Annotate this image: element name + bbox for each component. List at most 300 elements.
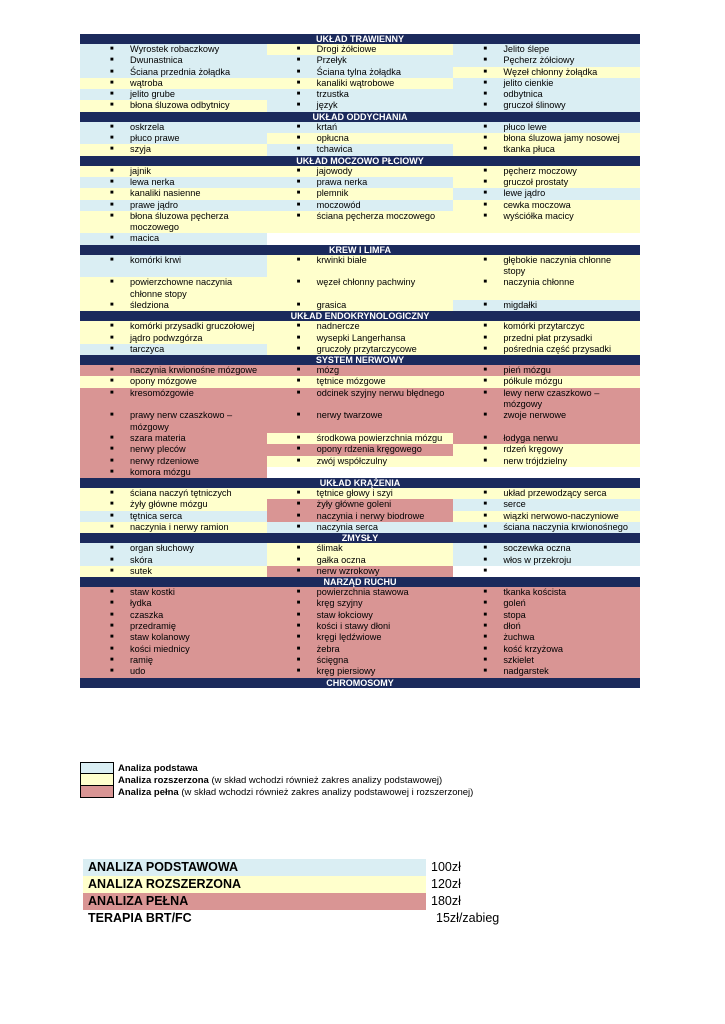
cell-label: naczynia i nerwy ramion <box>130 521 229 532</box>
bullet-icon: ■ <box>483 68 487 75</box>
bullet-icon: ■ <box>296 46 301 52</box>
bullet-icon: ■ <box>483 490 487 497</box>
bullet-icon: ■ <box>483 345 487 352</box>
bullet-icon: ■ <box>110 512 114 519</box>
price-value: 120zł <box>431 877 461 891</box>
table-cell <box>267 211 454 234</box>
bullet-icon: ■ <box>110 556 114 563</box>
table-cell <box>80 321 267 332</box>
section-header: NARZĄD RUCHU <box>80 577 640 587</box>
bullet-icon: ■ <box>296 600 301 607</box>
table-cell <box>267 488 454 499</box>
cell-label: kręg szyjny <box>316 598 363 609</box>
cell-label: łydka <box>130 598 152 609</box>
table-row <box>80 655 640 666</box>
cell-label: tchawica <box>316 144 353 155</box>
bullet-icon: ■ <box>296 79 301 86</box>
table-cell <box>453 376 640 387</box>
table-row <box>80 344 640 355</box>
bullet-icon: ■ <box>296 178 301 185</box>
cell-label: plemnik <box>316 188 349 199</box>
analysis-table <box>80 34 640 688</box>
cell-label: ślimak <box>316 543 343 554</box>
cell-label: żuchwa <box>503 632 535 643</box>
bullet-icon: ■ <box>483 167 487 174</box>
table-cell <box>267 78 454 89</box>
table-cell <box>267 166 454 177</box>
table-row <box>80 177 640 188</box>
table-cell <box>267 511 454 522</box>
cell-label: opony mózgowe <box>130 376 197 387</box>
table-cell <box>80 632 267 643</box>
table-row <box>80 543 640 554</box>
bullet-icon: ■ <box>296 378 301 385</box>
bullet-icon: ■ <box>483 501 487 508</box>
table-cell <box>80 666 267 677</box>
cell-label: naczynia i nerwy biodrowe <box>316 510 425 521</box>
cell-label: płuco lewe <box>503 121 547 132</box>
table-cell <box>453 655 640 666</box>
table-cell <box>453 555 640 566</box>
table-cell <box>80 344 267 355</box>
table-cell <box>267 433 454 444</box>
bullet-icon: ■ <box>483 79 487 86</box>
cell-label: kręgi lędźwiowe <box>316 632 382 643</box>
bullet-icon: ■ <box>483 256 487 263</box>
table-row <box>80 233 640 244</box>
bullet-icon: ■ <box>296 545 301 552</box>
legend-note: (w skład wchodzi również zakres analizy podstawowej) <box>208 774 443 786</box>
bullet-icon: ■ <box>483 567 487 574</box>
cell-label: nerwy rdzeniowe <box>130 455 199 466</box>
cell-label: krwinki białe <box>316 254 367 265</box>
cell-label: migdałki <box>503 299 538 310</box>
cell-label: środkowa powierzchnia mózgu <box>316 432 443 443</box>
legend-title: Analiza podstawa <box>118 762 198 774</box>
cell-label: przedni płat przysadki <box>503 332 593 343</box>
legend-item <box>80 786 473 798</box>
bullet-icon: ■ <box>483 212 487 219</box>
bullet-icon: ■ <box>296 645 301 652</box>
table-cell <box>80 233 267 244</box>
table-row <box>80 89 640 100</box>
bullet-icon: ■ <box>483 611 487 618</box>
table-cell <box>80 122 267 133</box>
cell-label: nerw trójdzielny <box>503 455 568 466</box>
table-cell <box>267 376 454 387</box>
table-cell <box>267 344 454 355</box>
cell-label: Pęcherz żółciowy <box>503 55 575 66</box>
table-cell <box>80 365 267 376</box>
table-cell <box>267 333 454 344</box>
table-cell <box>453 255 640 278</box>
cell-label: odbytnica <box>503 89 543 100</box>
bullet-icon: ■ <box>110 167 114 174</box>
table-row <box>80 610 640 621</box>
bullet-icon: ■ <box>296 212 301 219</box>
bullet-icon: ■ <box>110 523 114 530</box>
bullet-icon: ■ <box>110 501 114 508</box>
bullet-icon: ■ <box>110 457 114 464</box>
table-cell <box>267 277 454 300</box>
bullet-icon: ■ <box>483 668 487 675</box>
cell-label: oskrzela <box>130 121 165 132</box>
table-cell <box>267 200 454 211</box>
bullet-icon: ■ <box>483 135 487 142</box>
table-cell <box>80 100 267 111</box>
cell-label: przedramię <box>130 621 176 632</box>
cell-label: wiązki nerwowo-naczyniowe <box>503 510 619 521</box>
bullet-icon: ■ <box>483 389 487 396</box>
cell-label: krtań <box>316 121 338 132</box>
bullet-icon: ■ <box>110 656 114 663</box>
bullet-icon: ■ <box>296 457 301 464</box>
cell-label: kresomózgowie <box>130 387 194 398</box>
cell-label: trzustka <box>316 89 349 100</box>
bullet-icon: ■ <box>110 123 114 130</box>
bullet-icon: ■ <box>110 412 114 419</box>
section-header: CHROMOSOMY <box>80 678 640 688</box>
bullet-icon: ■ <box>296 434 301 441</box>
cell-label: nerwy twarzowe <box>316 410 383 421</box>
cell-label: jelito cienkie <box>503 77 554 88</box>
bullet-icon: ■ <box>296 123 301 130</box>
table-cell <box>453 144 640 155</box>
bullet-icon: ■ <box>483 446 487 453</box>
bullet-icon: ■ <box>483 378 487 385</box>
bullet-icon: ■ <box>296 334 301 341</box>
legend-text <box>114 763 198 774</box>
cell-label: żebra <box>316 643 340 654</box>
cell-label: kanaliki wątrobowe <box>316 77 395 88</box>
table-cell <box>80 522 267 533</box>
table-cell <box>453 566 640 577</box>
bullet-icon: ■ <box>296 256 301 263</box>
cell-label: żyły główne goleni <box>316 499 392 510</box>
table-cell <box>267 587 454 598</box>
table-cell <box>80 333 267 344</box>
table-cell <box>453 44 640 55</box>
bullet-icon: ■ <box>110 57 114 64</box>
cell-label: zwoje nerwowe <box>503 410 567 421</box>
cell-label: jelito grube <box>130 89 175 100</box>
bullet-icon: ■ <box>296 301 301 308</box>
bullet-icon: ■ <box>110 146 114 153</box>
bullet-icon: ■ <box>110 389 114 396</box>
cell-label: układ przewodzący serca <box>503 488 607 499</box>
cell-label: sutek <box>130 565 152 576</box>
section-header: SYSTEM NERWOWY <box>80 355 640 365</box>
bullet-icon: ■ <box>483 412 487 419</box>
table-cell <box>453 321 640 332</box>
table-cell <box>80 456 267 467</box>
bullet-icon: ■ <box>483 634 487 641</box>
table-cell <box>80 255 267 278</box>
cell-label: Przełyk <box>316 55 347 66</box>
cell-label: nerw wzrokowy <box>316 565 380 576</box>
table-cell <box>267 566 454 577</box>
bullet-icon: ■ <box>296 135 301 142</box>
bullet-icon: ■ <box>296 512 301 519</box>
table-cell <box>267 67 454 78</box>
table-cell <box>80 89 267 100</box>
price-name: ANALIZA ROZSZERZONA <box>83 876 426 893</box>
table-cell <box>267 89 454 100</box>
table-cell <box>267 499 454 510</box>
cell-label: organ słuchowy <box>130 543 194 554</box>
table-cell <box>453 78 640 89</box>
table-cell <box>267 177 454 188</box>
cell-label: język <box>316 100 338 111</box>
cell-label: ściana pęcherza moczowego <box>316 210 436 221</box>
cell-label: nerwy pleców <box>130 444 186 455</box>
table-cell <box>267 655 454 666</box>
cell-label: Wyrostek robaczkowy <box>130 44 220 54</box>
cell-label: czaszka <box>130 609 164 620</box>
bullet-icon: ■ <box>483 102 487 109</box>
table-row <box>80 122 640 133</box>
bullet-icon: ■ <box>296 634 301 641</box>
table-cell <box>453 133 640 144</box>
cell-label: moczowód <box>316 199 361 210</box>
section-header: KREW I LIMFA <box>80 245 640 255</box>
table-cell <box>453 467 640 478</box>
bullet-icon: ■ <box>483 190 487 197</box>
cell-label: tętnice mózgowe <box>316 376 386 387</box>
table-row <box>80 365 640 376</box>
cell-label: prawa nerka <box>316 176 368 187</box>
cell-label: opony rdzenia kręgowego <box>316 444 422 455</box>
cell-label: tkanka koścista <box>503 587 567 598</box>
table-cell <box>267 100 454 111</box>
table-row <box>80 644 640 655</box>
table-row <box>80 621 640 632</box>
table-row <box>80 433 640 444</box>
price-name: ANALIZA PODSTAWOWA <box>83 859 426 876</box>
legend-title: Analiza rozszerzona <box>118 774 209 786</box>
table-cell <box>453 188 640 199</box>
bullet-icon: ■ <box>110 279 114 286</box>
bullet-icon: ■ <box>483 367 487 374</box>
bullet-icon: ■ <box>110 102 114 109</box>
table-cell <box>80 566 267 577</box>
table-row <box>80 188 640 199</box>
table-cell <box>453 211 640 234</box>
legend <box>80 762 473 798</box>
bullet-icon: ■ <box>296 668 301 675</box>
table-cell <box>80 488 267 499</box>
table-row <box>80 166 640 177</box>
table-row <box>80 144 640 155</box>
table-row <box>80 444 640 455</box>
cell-label: komórki krwi <box>130 254 182 265</box>
bullet-icon: ■ <box>483 512 487 519</box>
cell-label: staw kostki <box>130 587 175 598</box>
table-cell <box>80 166 267 177</box>
price-list <box>83 859 513 927</box>
legend-swatch <box>80 774 114 786</box>
cell-label: płuco prawe <box>130 133 180 144</box>
bullet-icon: ■ <box>296 323 301 330</box>
table-cell <box>453 666 640 677</box>
table-cell <box>267 122 454 133</box>
cell-label: naczynia krwionośne mózgowe <box>130 365 258 376</box>
bullet-icon: ■ <box>483 323 487 330</box>
bullet-icon: ■ <box>483 656 487 663</box>
cell-label: szara materia <box>130 432 186 443</box>
table-cell <box>80 67 267 78</box>
bullet-icon: ■ <box>110 446 114 453</box>
table-cell <box>267 621 454 632</box>
cell-label: błona śluzowa odbytnicy <box>130 100 230 111</box>
table-cell <box>453 300 640 311</box>
table-cell <box>453 177 640 188</box>
cell-label: gruczoł prostaty <box>503 176 569 187</box>
table-row <box>80 632 640 643</box>
legend-text <box>114 775 442 786</box>
table-cell <box>80 78 267 89</box>
table-cell <box>453 100 640 111</box>
cell-label: śledziona <box>130 299 169 310</box>
cell-label: węzeł chłonny pachwiny <box>316 277 416 288</box>
table-row <box>80 410 640 433</box>
section-header: UKŁAD MOCZOWO PŁCIOWY <box>80 156 640 166</box>
cell-label: wyściółka macicy <box>503 210 574 221</box>
bullet-icon: ■ <box>110 567 114 574</box>
cell-label: błona śluzowa pęcherza moczowego <box>130 210 229 233</box>
bullet-icon: ■ <box>110 46 114 52</box>
table-cell <box>80 644 267 655</box>
table-cell <box>453 456 640 467</box>
price-row <box>83 893 513 910</box>
bullet-icon: ■ <box>296 345 301 352</box>
table-cell <box>267 467 454 478</box>
table-row <box>80 587 640 598</box>
bullet-icon: ■ <box>483 623 487 630</box>
table-cell <box>80 200 267 211</box>
cell-label: wysepki Langerhansa <box>316 332 406 343</box>
table-row <box>80 78 640 89</box>
table-cell <box>80 188 267 199</box>
bullet-icon: ■ <box>110 378 114 385</box>
table-cell <box>80 467 267 478</box>
bullet-icon: ■ <box>483 146 487 153</box>
bullet-icon: ■ <box>110 323 114 330</box>
table-row <box>80 566 640 577</box>
table-cell <box>267 44 454 55</box>
table-cell <box>80 177 267 188</box>
cell-label: serce <box>503 499 526 510</box>
cell-label: powierzchnia stawowa <box>316 587 409 598</box>
table-cell <box>453 200 640 211</box>
bullet-icon: ■ <box>483 334 487 341</box>
table-cell <box>267 555 454 566</box>
bullet-icon: ■ <box>110 301 114 308</box>
table-row <box>80 255 640 278</box>
legend-item <box>80 774 473 786</box>
bullet-icon: ■ <box>296 57 301 64</box>
table-cell <box>80 55 267 66</box>
price-row <box>83 859 513 876</box>
cell-label: prawe jądro <box>130 199 179 210</box>
bullet-icon: ■ <box>296 556 301 563</box>
cell-label: soczewka oczna <box>503 543 571 554</box>
cell-label: jądro podwzgórza <box>130 332 203 343</box>
table-cell <box>453 511 640 522</box>
table-cell <box>80 655 267 666</box>
table-row <box>80 55 640 66</box>
bullet-icon: ■ <box>296 91 301 98</box>
table-cell <box>453 587 640 598</box>
cell-label: komórki przysadki gruczołowej <box>130 321 255 332</box>
cell-label: stopa <box>503 609 526 620</box>
table-row <box>80 44 640 55</box>
price-value: 100zł <box>431 860 461 874</box>
legend-swatch <box>80 762 114 774</box>
cell-label: pień mózgu <box>503 365 551 376</box>
legend-swatch <box>80 786 114 798</box>
table-row <box>80 666 640 677</box>
table-cell <box>80 610 267 621</box>
legend-item <box>80 762 473 774</box>
cell-label: pośrednia część przysadki <box>503 343 612 354</box>
cell-label: macica <box>130 233 160 244</box>
cell-label: ściana naczyń tętniczych <box>130 488 232 499</box>
table-cell <box>453 444 640 455</box>
cell-label: naczynia chłonne <box>503 277 575 288</box>
table-row <box>80 456 640 467</box>
table-cell <box>80 211 267 234</box>
price-value: 180zł <box>431 894 461 908</box>
table-row <box>80 67 640 78</box>
cell-label: żyły główne mózgu <box>130 499 208 510</box>
bullet-icon: ■ <box>296 623 301 630</box>
bullet-icon: ■ <box>483 434 487 441</box>
table-row <box>80 333 640 344</box>
table-cell <box>80 277 267 300</box>
cell-label: Dwunastnica <box>130 55 183 66</box>
cell-label: głębokie naczynia chłonne stopy <box>503 254 612 277</box>
table-cell <box>267 388 454 411</box>
table-row <box>80 300 640 311</box>
table-row <box>80 467 640 478</box>
cell-label: mózg <box>316 365 340 376</box>
cell-label: cewka moczowa <box>503 199 571 210</box>
cell-label: grasica <box>316 299 347 310</box>
cell-label: staw łokciowy <box>316 609 373 620</box>
cell-label: Ściana przednia żołądka <box>130 66 231 77</box>
price-name: TERAPIA BRT/FC <box>88 911 192 925</box>
table-cell <box>80 555 267 566</box>
bullet-icon: ■ <box>110 334 114 341</box>
bullet-icon: ■ <box>296 567 301 574</box>
bullet-icon: ■ <box>483 589 487 596</box>
cell-label: Jelito ślepe <box>503 44 550 54</box>
cell-label: szyja <box>130 144 151 155</box>
table-cell <box>267 255 454 278</box>
table-cell <box>453 55 640 66</box>
cell-label: ścięgna <box>316 654 349 665</box>
bullet-icon: ■ <box>110 623 114 630</box>
cell-label: komora mózgu <box>130 466 191 477</box>
cell-label: powierzchowne naczynia chłonne stopy <box>130 277 233 299</box>
bullet-icon: ■ <box>483 301 487 308</box>
table-cell <box>80 598 267 609</box>
bullet-icon: ■ <box>110 178 114 185</box>
cell-label: kości i stawy dłoni <box>316 621 391 632</box>
bullet-icon: ■ <box>483 201 487 208</box>
table-cell <box>80 410 267 433</box>
